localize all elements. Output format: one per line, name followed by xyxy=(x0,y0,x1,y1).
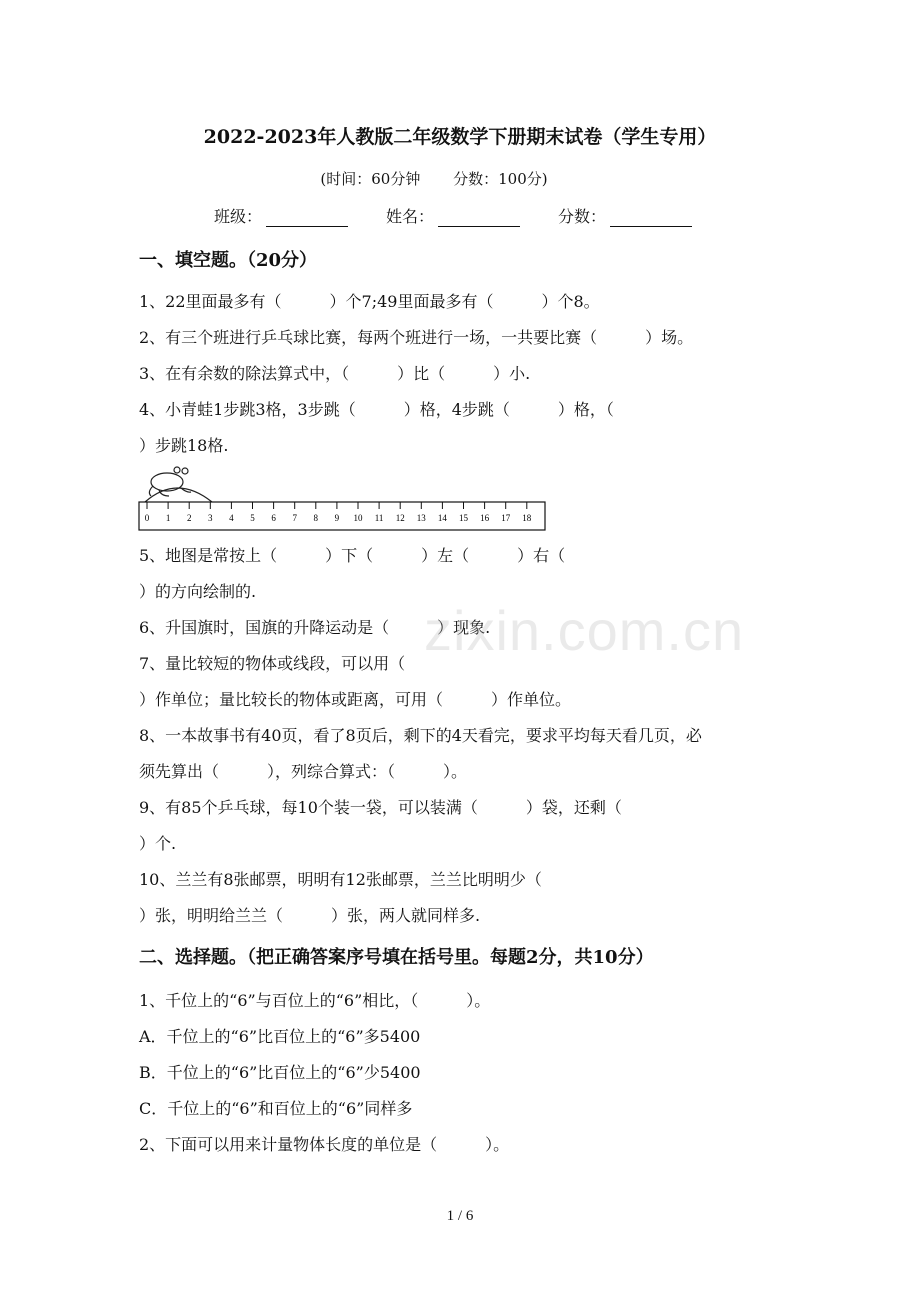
tick-label: 16 xyxy=(480,513,490,523)
question-line: 须先算出（ ），列综合算式：（ ）。 xyxy=(139,762,468,781)
tick-label: 3 xyxy=(208,513,213,523)
frog-icon xyxy=(149,467,191,496)
question-line: 7、量比较短的物体或线段，可以用（ xyxy=(139,654,406,673)
name-label: 姓名： xyxy=(386,207,435,226)
tick-label: 8 xyxy=(313,513,319,523)
question-line: 6、升国旗时，国旗的升降运动是（ ）现象. xyxy=(139,618,491,637)
watermark: zixin.com.cn xyxy=(424,599,745,662)
question-line: 4、小青蛙1步跳3格，3步跳（ ）格，4步跳（ ）格，（ xyxy=(139,400,614,419)
score-field xyxy=(558,204,692,227)
tick-label: 2 xyxy=(186,513,192,523)
page-title: 2022-2023年人教版二年级数学下册期末试卷（学生专用） xyxy=(203,126,717,148)
option-line: B．千位上的“6”比百位上的“6”少5400 xyxy=(139,1063,421,1082)
question-line: 2、有三个班进行乒乓球比赛，每两个班进行一场，一共要比赛（ ）场。 xyxy=(139,328,694,347)
tick-label: 1 xyxy=(165,513,171,523)
question-line: 10、兰兰有8张邮票，明明有12张邮票，兰兰比明明少（ xyxy=(139,870,542,889)
tick-label: 9 xyxy=(334,513,340,523)
tick-label: 18 xyxy=(522,513,532,523)
tick-label: 15 xyxy=(459,513,468,523)
option-line: A．千位上的“6”比百位上的“6”多5400 xyxy=(139,1027,421,1046)
section1-heading: 一、填空题。（20分） xyxy=(139,250,318,271)
tick-label: 11 xyxy=(374,513,384,523)
question-line: 8、一本故事书有40页，看了8页后，剩下的4天看完，要求平均每天看几页，必 xyxy=(139,726,702,745)
time-limit: (时间：60分钟 xyxy=(320,170,421,188)
student-info xyxy=(214,204,730,227)
question-line: 1、千位上的“6”与百位上的“6”相比，（ ）。 xyxy=(139,991,491,1010)
name-blank[interactable] xyxy=(438,210,520,227)
option-line: C．千位上的“6”和百位上的“6”同样多 xyxy=(139,1099,413,1118)
tick-label: 0 xyxy=(144,513,150,523)
question-line: ）的方向绘制的. xyxy=(139,582,257,601)
score-blank[interactable] xyxy=(610,210,692,227)
question-line: ）个. xyxy=(139,834,177,853)
frog-number-line xyxy=(137,462,549,534)
question-line: ）张，明明给兰兰（ ）张，两人就同样多. xyxy=(139,906,481,925)
tick-label: 13 xyxy=(416,513,426,523)
question-line: 3、在有余数的除法算式中，（ ）比（ ）小. xyxy=(139,364,531,383)
question-line: ）作单位；量比较长的物体或距离，可用（ ）作单位。 xyxy=(139,690,572,709)
tick-label: 6 xyxy=(271,513,276,523)
question-line: 1、22里面最多有（ ）个7;49里面最多有（ ）个8。 xyxy=(139,292,600,311)
question-line: 5、地图是常按上（ ）下（ ）左（ ）右（ xyxy=(139,546,566,565)
name-field xyxy=(386,204,520,227)
tick-label: 10 xyxy=(353,513,363,523)
tick-label: 14 xyxy=(437,513,447,523)
jump-arc xyxy=(145,488,212,502)
page-number: 1 / 6 xyxy=(446,1208,474,1224)
question-line: 2、下面可以用来计量物体长度的单位是（ ）。 xyxy=(139,1135,510,1154)
section2-heading: 二、选择题。（把正确答案序号填在括号里。每题2分，共10分） xyxy=(139,947,654,968)
class-label: 班级： xyxy=(214,207,263,226)
score-label: 分数： xyxy=(558,207,607,226)
tick-label: 12 xyxy=(395,513,405,523)
tick-label: 4 xyxy=(229,513,234,523)
question-line: ）步跳18格. xyxy=(139,436,229,455)
exam-meta xyxy=(0,168,868,189)
tick-label: 5 xyxy=(250,513,255,523)
question-line: 9、有85个乒乓球，每10个装一袋，可以装满（ ）袋，还剩（ xyxy=(139,798,622,817)
total-score: 分数：100分) xyxy=(453,170,548,188)
tick-label: 7 xyxy=(292,513,297,523)
tick-label: 17 xyxy=(501,513,511,523)
class-blank[interactable] xyxy=(266,210,348,227)
class-field xyxy=(214,204,348,227)
